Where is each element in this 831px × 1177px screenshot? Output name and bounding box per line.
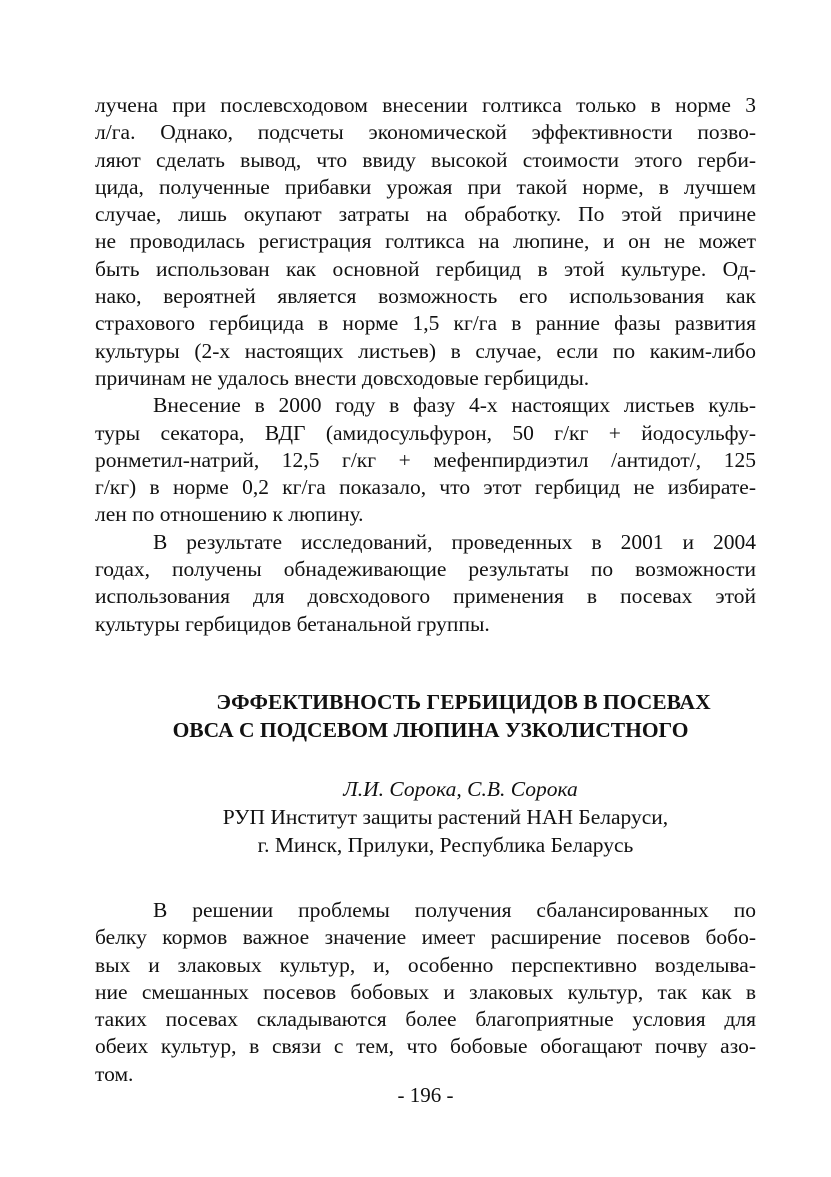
text-line: культуры (2-х настоящих листьев) в случае, если по каким-либо xyxy=(95,338,756,363)
paragraph-article-intro xyxy=(95,897,756,1088)
text-line: том. xyxy=(95,1061,134,1086)
text-line: В результате исследований, проведенных в 2001 и 2004 xyxy=(153,529,756,554)
text-line: цида, полученные прибавки урожая при такой норме, в лучшем xyxy=(95,174,756,199)
text-line: белку кормов важное значение имеет расширение посевов бобо- xyxy=(95,925,756,950)
article-affiliation xyxy=(95,803,756,859)
text-line: туры секатора, ВДГ (амидосульфурон, 50 г/кг + йодосульфу- xyxy=(95,420,756,445)
document-page xyxy=(95,92,756,1088)
text-line: культуры гербицидов бетанальной группы. xyxy=(95,611,490,636)
text-line: вых и злаковых культур, и, особенно перспективно возделыва- xyxy=(95,952,756,977)
text-line: лучена при послевсходовом внесении голтикса только в норме 3 xyxy=(95,93,756,117)
affiliation-line: г. Минск, Прилуки, Республика Беларусь xyxy=(257,832,634,857)
text-line: нако, вероятней является возможность его использования как xyxy=(95,284,756,309)
article-title-line: ОВСА С ПОДСЕВОМ ЛЮПИНА УЗКОЛИСТНОГО xyxy=(172,717,689,742)
paragraph-research-results xyxy=(95,529,756,638)
text-line: страхового гербицида в норме 1,5 кг/га в ранние фазы развития xyxy=(95,311,756,336)
text-line: использования для довсходового применения в посевах этой xyxy=(95,584,756,609)
text-line: г/кг) в норме 0,2 кг/га показало, что этот гербицид не избирате- xyxy=(95,475,756,500)
paragraph-secator-result xyxy=(95,392,756,528)
text-line: В решении проблемы получения сбалансированных по xyxy=(153,897,756,922)
text-line: л/га. Однако, подсчеты экономической эффективности позво- xyxy=(95,120,756,145)
text-line: быть использован как основной гербицид в этой культуре. Од- xyxy=(95,256,756,281)
text-line: лен по отношению к люпину. xyxy=(95,502,364,527)
article-title-line: ЭФФЕКТИВНОСТЬ ГЕРБИЦИДОВ В ПОСЕВАХ xyxy=(216,689,711,714)
text-line: ляют сделать вывод, что ввиду высокой стоимости этого герби- xyxy=(95,147,756,172)
text-line: ронметил-натрий, 12,5 г/кг + мефенпирдиэтил /антидот/, 125 xyxy=(95,447,756,472)
text-line: ние смешанных посевов бобовых и злаковых культур, так как в xyxy=(95,979,756,1004)
text-line: не проводилась регистрация голтикса на люпине, и он не может xyxy=(95,229,756,254)
page-number: - 196 - xyxy=(397,1083,454,1107)
text-line: годах, получены обнадеживающие результаты по возможности xyxy=(95,557,756,582)
text-line: обеих культур, в связи с тем, что бобовые обогащают почву азо- xyxy=(95,1034,756,1059)
text-line: таких посевах складываются более благоприятные условия для xyxy=(95,1007,756,1032)
text-line: случае, лишь окупают затраты на обработку. По этой причине xyxy=(95,202,756,227)
article-authors: Л.И. Сорока, С.В. Сорока xyxy=(343,776,578,801)
text-line: причинам не удалось внести довсходовые гербициды. xyxy=(95,365,590,390)
text-line: Внесение в 2000 году в фазу 4-х настоящих листьев куль- xyxy=(153,393,756,418)
article-title xyxy=(95,688,756,744)
affiliation-line: РУП Институт защиты растений НАН Беларуси, xyxy=(222,804,669,829)
paragraph-holtix-conclusion xyxy=(95,92,756,392)
